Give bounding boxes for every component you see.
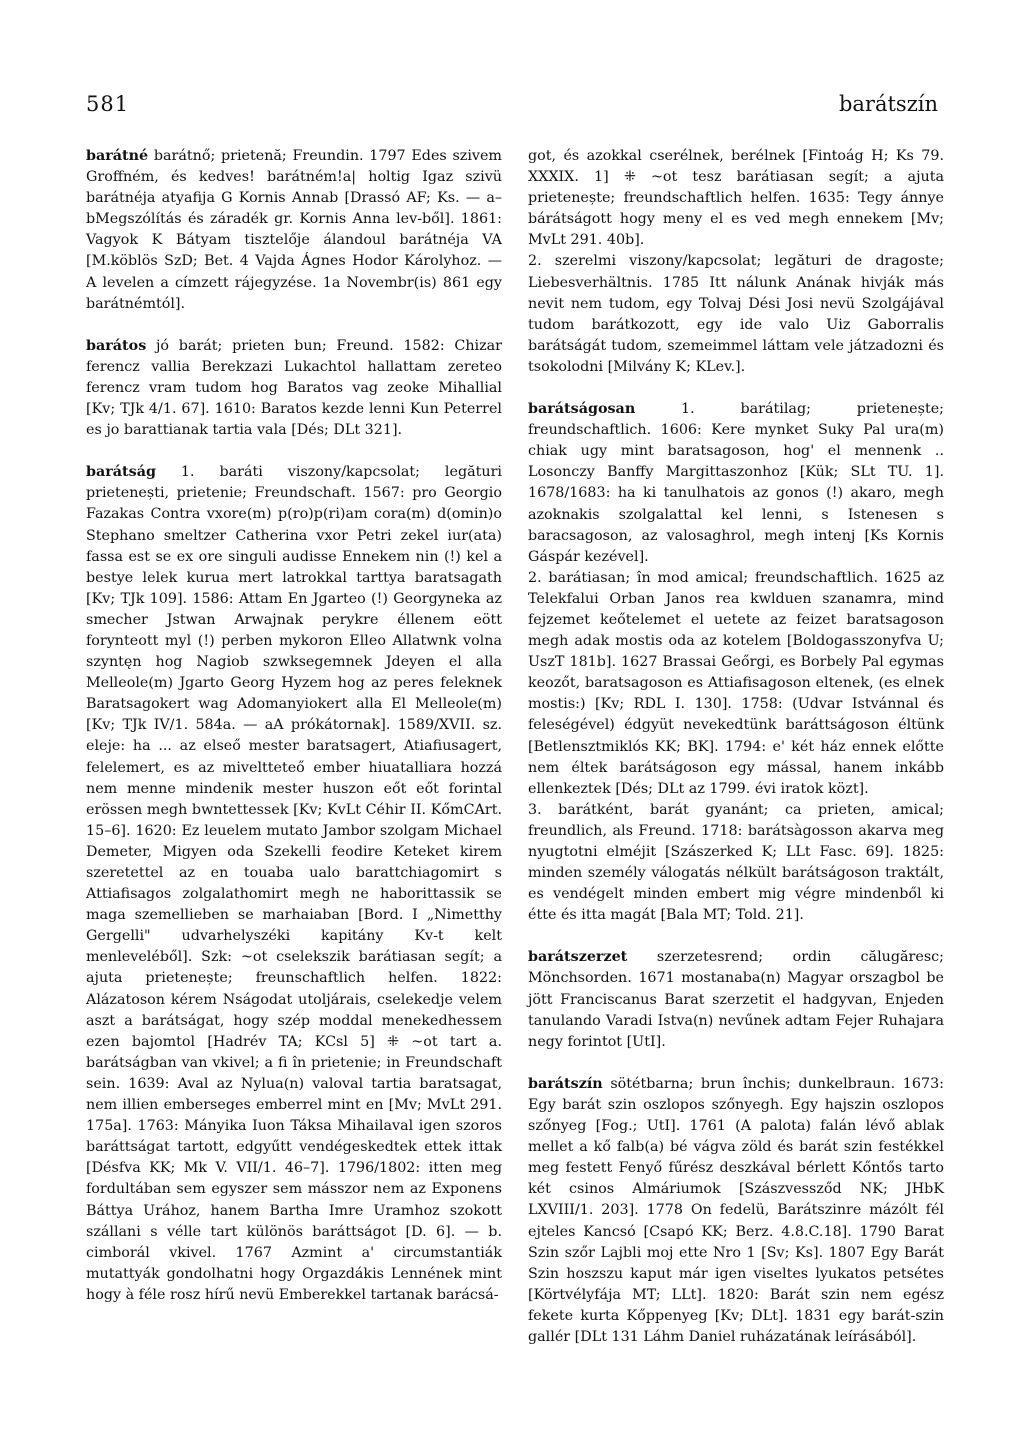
- entry-baratsag-continued: got, és azokkal cserélnek, berélnek [Fintoág H; Ks 79. XXXIX. 1] ⁜ ~ot tesz barátiasan segít; a ajuta prietenește; freundschaftlich helfen. 1635: Tegy ánnye bárátságott hogy meny el es ved megh ennekem [Mv; MvLt 291. 40b].: [528, 148, 944, 249]
- right-column: [528, 146, 944, 1348]
- entry-baratos: barátos jó barát; prieten bun; Freund. 1582: Chizar ferencz vallia Berekzazi Lukachtol hallattam zereteo ferencz vram tudom hog Baratos vag zeoke Mihallial [Kv; TJk 4/1. 67]. 1610: Baratos kezde lenni Kun Peterrel es jo barattianak tartia vala [Dés; DLt 321].: [86, 337, 502, 439]
- headword: barátszerzet: [528, 949, 628, 966]
- entry-baratszin: barátszín sötétbarna; brun închis; dunkelbraun. 1673: Egy barát szin oszlopos szőnyegh. Egy hajszin oszlopos szőnyeg [Fog.; UtI]. 1761 (A palota) falán lévő ablak mellet a kő falb(a) bé vágva zöld és barát szin festékkel meg festett Fenyő fűrész deszkával bérlett Kőntős tarto két csinos Almáriumok [Szászvessződ NK; JHbK LXVIII/1. 203]. 1778 On fedelü, Barátszinre mázólt fél ejteles Kancsó [Csapó KK; Berz. 4.8.C.18]. 1790 Barat Szin szőr Lajbli moj ette Nro 1 [Sv; Ks]. 1807 Egy Barát Szin hoszszu kaput már igen viseltes lyukatos petsétes [Körtvélyfája MT; LLt]. 1820: Barát szin nem egész fekete kurta Kőppenyeg [Kv; DLt]. 1831 egy barát-szin gallér [DLt 131 Láhm Daniel ruházatának leírásából].: [528, 1075, 944, 1345]
- headword: barátságosan: [528, 401, 636, 418]
- headword: barátné: [86, 148, 149, 164]
- page-header: [86, 92, 938, 122]
- entry-baratsagosan-sense-3: 3. barátként, barát gyanánt; ca prieten, amical; freundlich, als Freund. 1718: barátsàgosson akarva meg nyugtotni elméjit [Szászerked K; LLt Fasc. 69]. 1825: minden személy válogatás nélkült barátságoson traktált, es vendégelt minden embert mig végre mindenből ki étte és itta magát [Bala MT; Told. 21].: [528, 801, 944, 924]
- entry-baratsagosan-sense-2: 2. barátiasan; în mod amical; freundschaftlich. 1625 az Telekfalui Orban Janos rea kwlduen szanamra, mind fejzemet keőtelemet el uetete az feizet baratsagoson megh adak mostis oda az kotelem [Boldogasszonyfva U; UszT 181b]. 1627 Brassai Geőrgi, es Borbely Pal egymas keozőt, baratsagoson es Attiafisagoson eltenek, (es elnek mostis:) [Kv; RDL I. 130]. 1758: (Udvar Istvánnal és feleségével) édgyüt nevekedtünk baráttságoson éltünk [Betlensztmiklós KK; BK]. 1794: e' két ház ennek előtte nem éltek barátságoson egy mással, hanem inkább ellenkeztek [Dés; DLt az 1799. évi iratok közt].: [528, 569, 944, 797]
- headword: barátság: [86, 464, 156, 481]
- headword: barátszín: [528, 1075, 603, 1092]
- running-head: barátszín: [838, 92, 938, 116]
- entry-baratsag-sense-2: 2. szerelmi viszony/kapcsolat; legături de dragoste; Liebesverhältnis. 1785 Itt nálunk Anának hivják más nevit nem tudom, egy Tolvaj Dési Josi nevü Szolgájával tudom barátkozott, egy ide valo Uiz Gaborralis barátságát tudom, szemeimmel láttam vele játzadozni és tsokolodni [Milvány K; KLev.].: [528, 253, 944, 375]
- left-column: [86, 146, 502, 1306]
- entry-baratszerzet: barátszerzet szerzetesrend; ordin călugăresc; Mönchsorden. 1671 mostanaba(n) Magyar orszagbol be jött Franciscanus Barat szerzetit el hadgyvan, Enjeden tanulando Varadi Istva(n) nevűnek adtam Fejer Ruhajara negy forintot [UtI].: [528, 949, 944, 1050]
- headword: barátos: [86, 337, 147, 354]
- entry-baratne: barátné barátnő; prietenă; Freundin. 1797 Edes szivem Groffném, és kedves! barátném!a| holtig Igaz szivü barátnéja atyafija G Kornis Annab [Drassó AF; Ks. — a–bMegszólítás és záradék gr. Kornis Anna lev-ből]. 1861: Vagyok K Bátyam tisztelője álandoul barátnéja VA [M.köblös SzD; Bet. 4 Vajda Ágnes Hodor Károlyhoz. — A levelen a címzett rájegyzése. 1a Novembr(is) 861 egy barátnémtól].: [86, 148, 502, 312]
- entry-baratsagosan: barátságosan 1. barátilag; prietenește; freundschaftlich. 1606: Kere mynket Suky Pal ura(m) chiak ugy mint baratsagoson, hog' el mennenk .. Losonczy Banffy Margittaszonhoz [Kük; SLt TU. 1]. 1678/1683: ha ki tanulhatois az gonos (!) akaro, megh azoknakis szolgalattal kel lenni, s Istenesen s baracsagoson, az valosaghrol, megh intenj [Ks Kornis Gáspár kezével].: [528, 401, 944, 565]
- entry-baratsag: barátság 1. baráti viszony/kapcsolat; legături prietenești, prietenie; Freundschaft. 1567: pro Georgio Fazakas Contra vxore(m) p(ro)p(ri)am cora(m) d(omin)o Stephano smeltzer Catherina vxor Petri zekel iur(ata) fassa est se ex ore singuli audisse Ennekem nin (!) kel a bestye lelek kurua mert latrokkal tarttya baratsagath [Kv; TJk 109]. 1586: Attam En Jgarteo (!) Georgyneka az smecher Jstwan Arwajnak perykre éllenem eött forynteott myl (!) perben mykoron Elleo Allatwnk volna szyntęn hog Nagiob szwksegemnek Jdeyen el alla Melleole(m) Jgarto Georg Hyzem hog az peres feleknek Baratsagokert wag Adomanyiokert alla El Melleole(m) [Kv; TJk IV/1. 584a. — aA prókátornak]. 1589/XVII. sz. eleje: ha ... az elseő mester baratsagert, Atiafiusagert, felelemert, es az miveltteteő ember hiuatalliara hozzá nem menne mindenik mester huszon eőt eőt forintal erössen megh bwntettessek [Kv; KvLt Céhir II. KőmCArt. 15–6]. 1620: Ez leuelem mutato Jambor szolgam Michael Demeter, Migyen oda Szekelli feodire Keteket kirem szeretettel az en touaba ualo barattchiagomirt s Attiafisagos zolgalathomirt megh ne haborittassik se maga szemellieben se marhaiaban [Bord. I „Nimetthy Gergelli" udvarhelyszéki kapitány Kv-t kelt menleveléből]. Szk: ~ot cselekszik barátiasan segít; a ajuta prietenește; freunschaftlich helfen. 1822: Alázatoson kérem Nságodat utoljárais, cselekedje velem aszt a barátságat, hogy szép moddal menekedhessem ezen bajomtol [Hadrév TA; KCsl 5] ⁜ ~ot tart a. barátságban van vkivel; a fi în prietenie; in Freundschaft sein. 1639: Aval az Nylua(n) valoval tartia baratsagat, nem illien emberseges emberrel mint en [Mv; MvLt 291. 175a]. 1763: Mányika Iuon Táksa Mihailaval igen szoros baráttságat tartott, edgyűtt vendégeskedtek ettek ittak [Désfva KK; Mk V. VII/1. 46–7]. 1796/1802: itten meg fordultában sem egyszer sem másszor nem az Exponens Báttya Urához, hanem Bartha Imre Uramhoz szokott szállani s vélle tart különös baráttságot [D. 6]. — b. cimborál vkivel. 1767 Azmint a' circumstantiák mutattyák gondolhatni hogy Orgazdákis Lennének mint hogy à féle rosz hírű nevü Emberekkel tartanak barácsá-: [86, 464, 502, 1303]
- page-number: 581: [86, 92, 130, 116]
